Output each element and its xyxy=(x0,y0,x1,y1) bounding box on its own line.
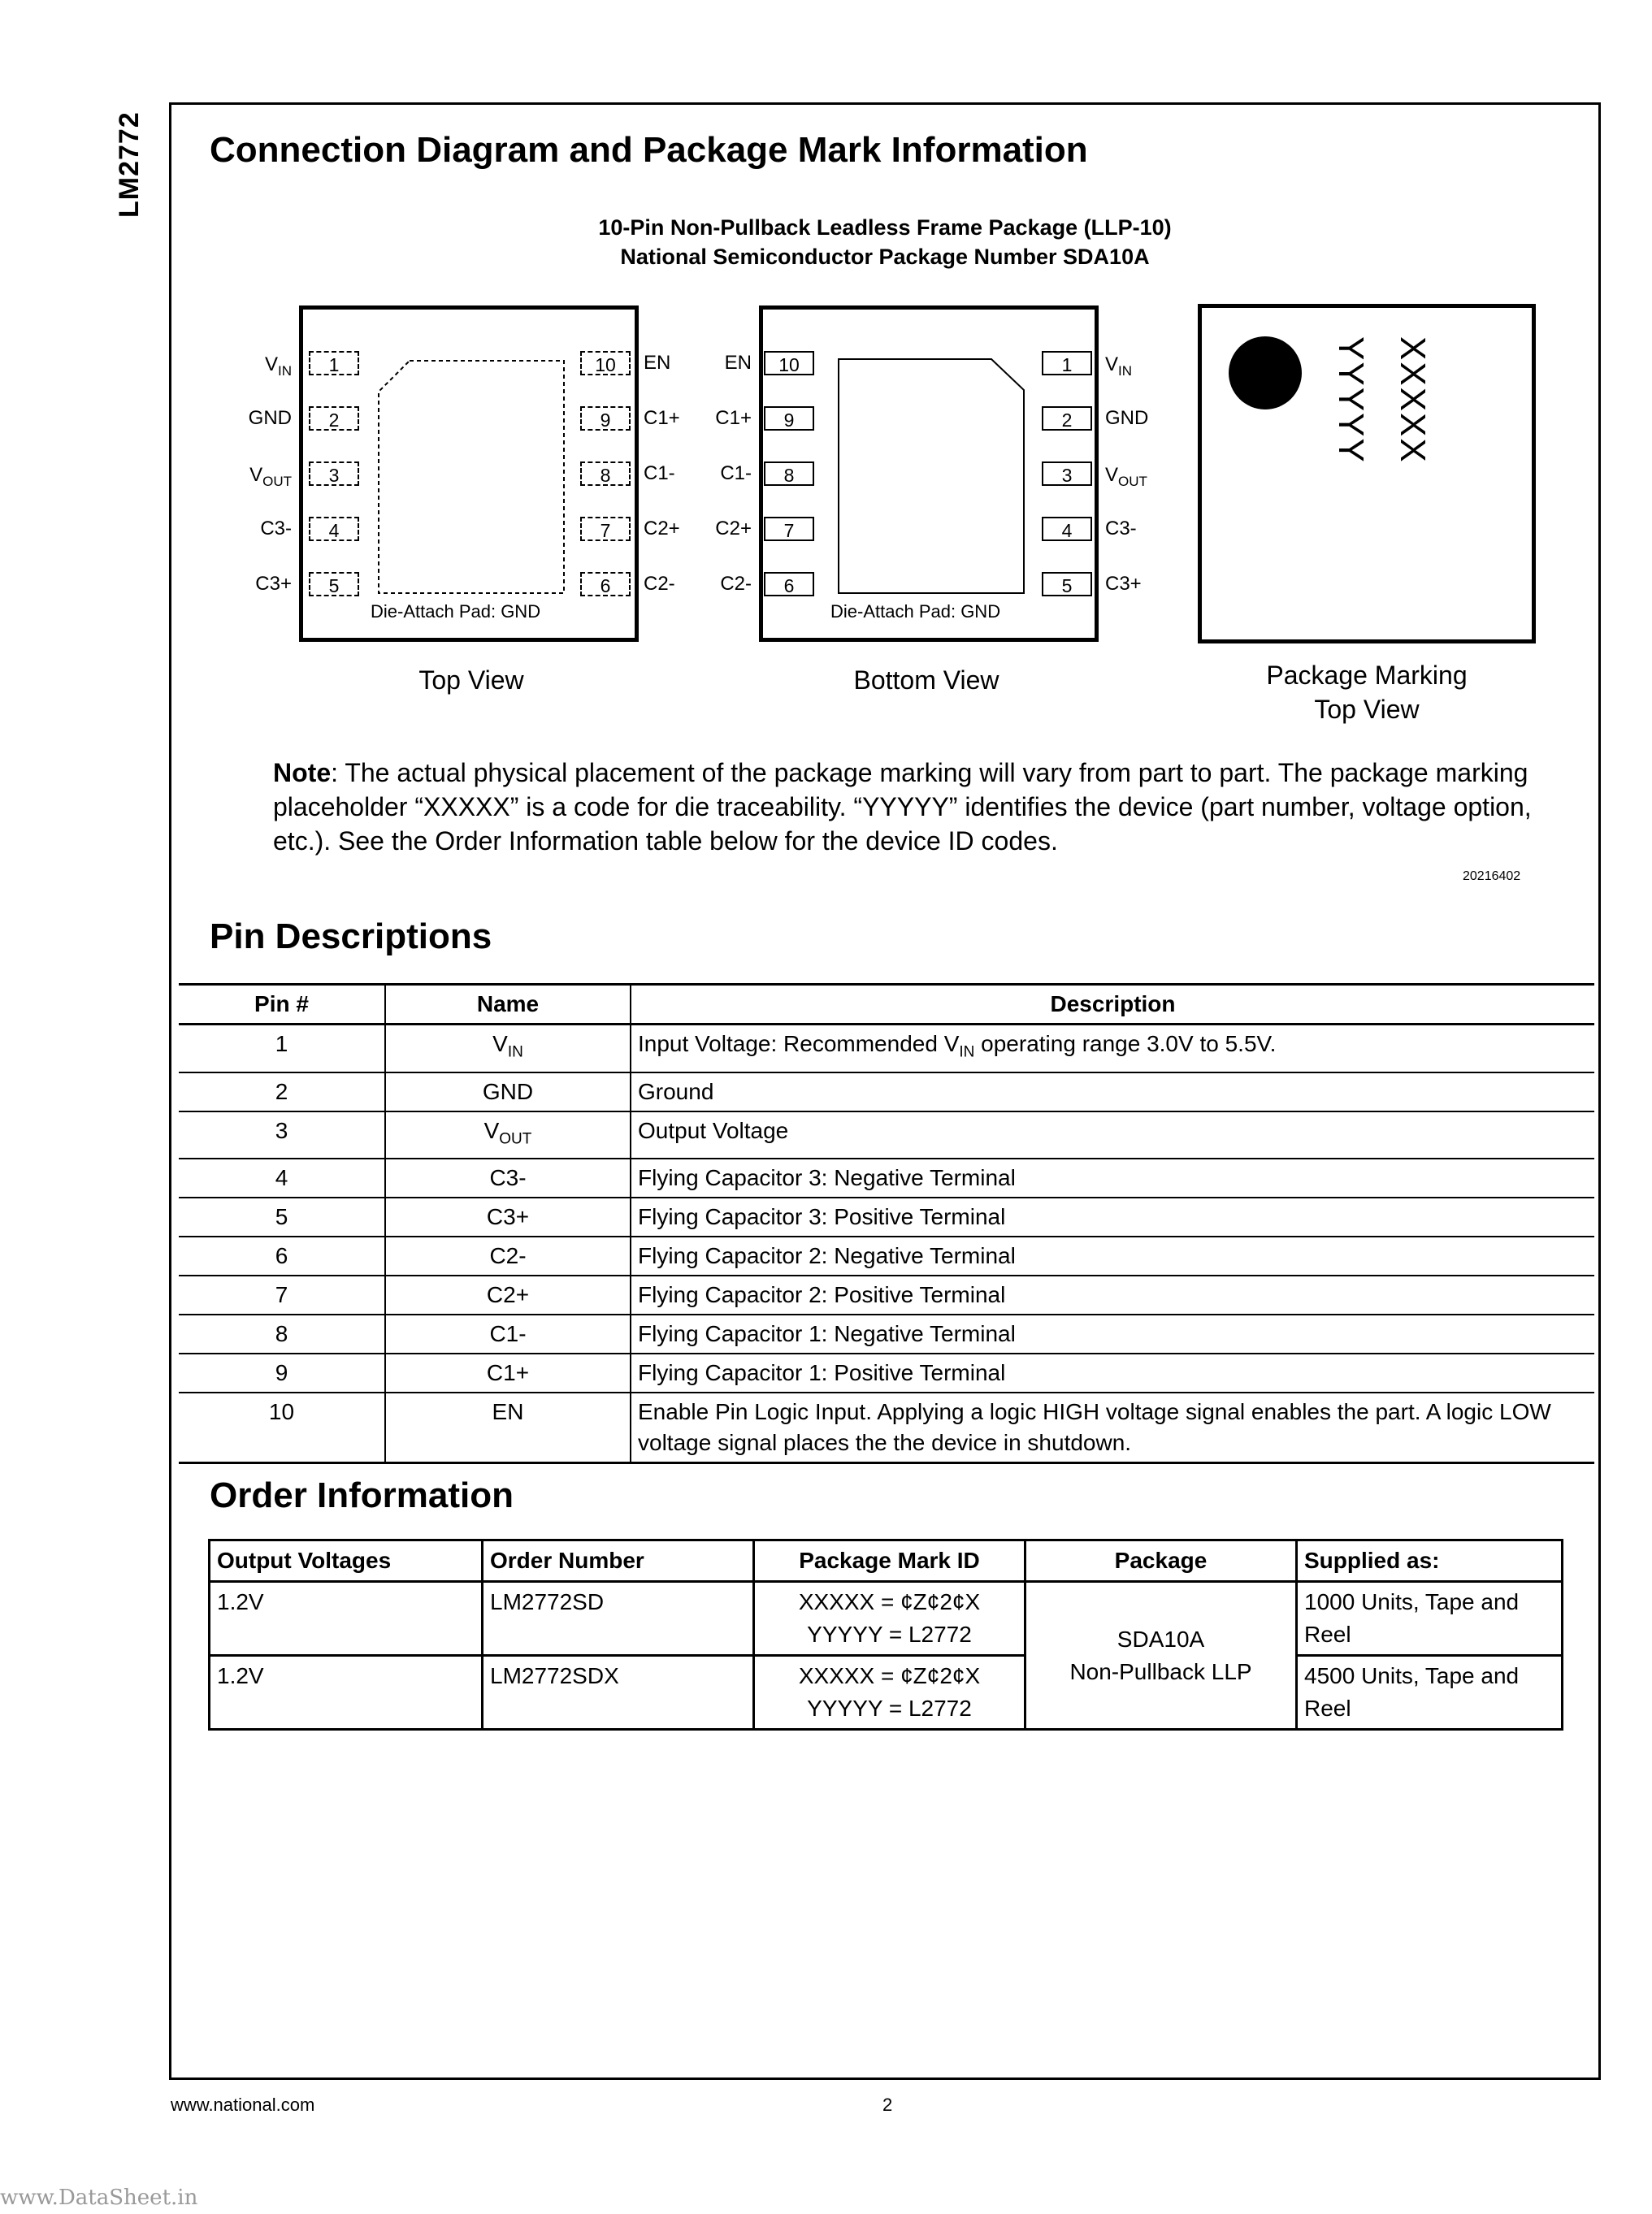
mark-id-y: YYYYY = L2772 xyxy=(807,1622,972,1647)
header-package: Package xyxy=(1025,1540,1297,1582)
header-pin: Pin # xyxy=(179,985,385,1025)
package-caption-line2: National Semiconductor Package Number SDA10A xyxy=(620,245,1150,269)
marking-caption-line1: Package Marking xyxy=(1266,661,1468,690)
pin-cell: 1 xyxy=(179,1025,385,1072)
marking-yyyyy: YYYYY xyxy=(1331,336,1371,464)
bottom-label-vin: $V_{IN}$ xyxy=(1105,353,1133,379)
pin1-indicator-dot xyxy=(1229,336,1302,409)
package-note xyxy=(273,756,1541,858)
pin-cell: 8 xyxy=(179,1315,385,1354)
bottom-pin-9: 9 xyxy=(764,406,814,431)
bottom-pin-4: 4 xyxy=(1042,517,1092,541)
top-pin-6: 6 xyxy=(580,572,631,596)
table-header-row xyxy=(210,1540,1563,1582)
voltage-cell: 1.2V xyxy=(210,1656,483,1730)
top-pin-10: 10 xyxy=(580,351,631,375)
top-label-c2m: C2- xyxy=(644,573,675,595)
marking-text xyxy=(1316,333,1438,504)
top-view-die-attach-label: Die-Attach Pad: GND xyxy=(371,601,541,622)
marking-caption-line2: Top View xyxy=(1314,695,1420,724)
name-cell: C3+ xyxy=(385,1198,631,1237)
part-number-label: LM2772 xyxy=(114,111,145,218)
top-pin-9: 9 xyxy=(580,406,631,431)
header-package-mark-id: Package Mark ID xyxy=(754,1540,1025,1582)
connection-diagram-title: Connection Diagram and Package Mark Information xyxy=(210,130,1088,170)
top-label-vin: $V_{IN}$ xyxy=(264,353,292,379)
name-cell: $V_{IN}$ xyxy=(385,1025,631,1072)
bottom-label-c2p: C2+ xyxy=(715,518,752,539)
header-description: Description xyxy=(631,985,1594,1025)
table-row xyxy=(210,1656,1563,1730)
description-cell: Flying Capacitor 2: Negative Terminal xyxy=(631,1237,1594,1276)
mark-id-cell xyxy=(754,1582,1025,1656)
bottom-pin-10: 10 xyxy=(764,351,814,375)
description-cell: Flying Capacitor 1: Negative Terminal xyxy=(631,1315,1594,1354)
order-number-cell: LM2772SDX xyxy=(483,1656,754,1730)
header-order-number: Order Number xyxy=(483,1540,754,1582)
table-row xyxy=(179,1393,1594,1463)
bottom-pin-7: 7 xyxy=(764,517,814,541)
mark-id-y: YYYYY = L2772 xyxy=(807,1696,972,1721)
supplied-cell: 1000 Units, Tape and Reel xyxy=(1297,1582,1563,1656)
name-cell: C2- xyxy=(385,1237,631,1276)
order-information-table xyxy=(208,1539,1563,1731)
order-information-title: Order Information xyxy=(210,1475,514,1515)
top-pin-8: 8 xyxy=(580,461,631,486)
top-label-c3p: C3+ xyxy=(255,573,292,595)
package-caption xyxy=(169,213,1601,271)
name-cell: $V_{OUT}$ xyxy=(385,1111,631,1159)
table-row xyxy=(179,1198,1594,1237)
top-pin-1: 1 xyxy=(309,351,359,375)
name-cell: C3- xyxy=(385,1159,631,1198)
package-type: Non-Pullback LLP xyxy=(1069,1658,1252,1684)
top-label-c1p: C1+ xyxy=(644,407,680,429)
table-row xyxy=(179,1315,1594,1354)
description-cell: Input Voltage: Recommended $V_{IN}$ operating range 3.0V to 5.5V. xyxy=(631,1025,1594,1072)
description-cell: Ground xyxy=(631,1072,1594,1111)
top-view-caption: Top View xyxy=(418,665,524,695)
name-cell: EN xyxy=(385,1393,631,1463)
header-name: Name xyxy=(385,985,631,1025)
top-label-gnd: GND xyxy=(248,407,292,429)
package-cell xyxy=(1025,1582,1297,1730)
top-label-en: EN xyxy=(644,352,671,374)
pin-cell: 2 xyxy=(179,1072,385,1111)
bottom-label-c2m: C2- xyxy=(720,573,752,595)
description-cell: Flying Capacitor 1: Positive Terminal xyxy=(631,1354,1594,1393)
name-cell: C1- xyxy=(385,1315,631,1354)
package-caption-line1: 10-Pin Non-Pullback Leadless Frame Package (LLP-10) xyxy=(598,215,1172,240)
bottom-label-c3p: C3+ xyxy=(1105,573,1142,595)
table-row xyxy=(179,1025,1594,1072)
supplied-cell: 4500 Units, Tape and Reel xyxy=(1297,1656,1563,1730)
bottom-pin-8: 8 xyxy=(764,461,814,486)
bottom-pin-2: 2 xyxy=(1042,406,1092,431)
pin-descriptions-title: Pin Descriptions xyxy=(210,916,492,956)
bottom-pin-1: 1 xyxy=(1042,351,1092,375)
mark-id-x: XXXXX = ¢Z¢2¢X xyxy=(798,1663,981,1688)
top-pin-4: 4 xyxy=(309,517,359,541)
bottom-label-c1m: C1- xyxy=(720,462,752,484)
top-view-die-attach-pad xyxy=(377,359,566,595)
pin-descriptions-table xyxy=(179,983,1594,1464)
table-header-row xyxy=(179,985,1594,1025)
marking-xxxxx: XXXXX xyxy=(1393,336,1433,464)
bottom-label-gnd: GND xyxy=(1105,407,1149,429)
description-cell: Output Voltage xyxy=(631,1111,1594,1159)
package-name: SDA10A xyxy=(1117,1626,1205,1652)
pin-cell: 3 xyxy=(179,1111,385,1159)
top-pin-2: 2 xyxy=(309,406,359,431)
bottom-pin-3: 3 xyxy=(1042,461,1092,486)
pin-cell: 4 xyxy=(179,1159,385,1198)
table-row xyxy=(179,1111,1594,1159)
marking-caption xyxy=(1198,658,1536,726)
bottom-label-en: EN xyxy=(724,352,752,374)
pin-cell: 5 xyxy=(179,1198,385,1237)
table-row xyxy=(179,1354,1594,1393)
bottom-pin-6: 6 xyxy=(764,572,814,596)
pin-cell: 6 xyxy=(179,1237,385,1276)
footer-url[interactable]: www.national.com xyxy=(171,2095,315,2115)
bottom-view-die-attach-label: Die-Attach Pad: GND xyxy=(830,601,1001,622)
name-cell: GND xyxy=(385,1072,631,1111)
top-pin-3: 3 xyxy=(309,461,359,486)
table-row xyxy=(179,1072,1594,1111)
bottom-view-die-attach-pad xyxy=(837,357,1025,595)
table-row xyxy=(179,1237,1594,1276)
note-label: Note xyxy=(273,758,332,787)
top-label-c2p: C2+ xyxy=(644,518,680,539)
bottom-label-c1p: C1+ xyxy=(715,407,752,429)
top-label-vout: $V_{OUT}$ xyxy=(249,464,292,489)
bottom-label-c3m: C3- xyxy=(1105,518,1137,539)
header-supplied-as: Supplied as: xyxy=(1297,1540,1563,1582)
watermark-text: www.DataSheet.in xyxy=(0,2186,198,2210)
mark-id-cell xyxy=(754,1656,1025,1730)
voltage-cell: 1.2V xyxy=(210,1582,483,1656)
top-label-c1m: C1- xyxy=(644,462,675,484)
description-cell: Flying Capacitor 3: Positive Terminal xyxy=(631,1198,1594,1237)
page-number: 2 xyxy=(882,2095,893,2115)
name-cell: C2+ xyxy=(385,1276,631,1315)
mark-id-x: XXXXX = ¢Z¢2¢X xyxy=(798,1589,981,1614)
pin-cell: 10 xyxy=(179,1393,385,1463)
description-cell: Enable Pin Logic Input. Applying a logic HIGH voltage signal enables the part. A logic LOW voltage signal places the the device in shutdown. xyxy=(631,1393,1594,1463)
table-row xyxy=(179,1276,1594,1315)
description-cell: Flying Capacitor 3: Negative Terminal xyxy=(631,1159,1594,1198)
header-output-voltages: Output Voltages xyxy=(210,1540,483,1582)
table-row xyxy=(210,1582,1563,1656)
top-pin-5: 5 xyxy=(309,572,359,596)
table-row xyxy=(179,1159,1594,1198)
note-text: : The actual physical placement of the package marking will vary from part to part. The package marking placeholder “XXXXX” is a code for die traceability. “YYYYY” identifies the device (part number, voltage option, etc.). See the Order Information table below for the device ID codes. xyxy=(273,758,1532,856)
bottom-view-caption: Bottom View xyxy=(853,665,999,695)
order-number-cell: LM2772SD xyxy=(483,1582,754,1656)
name-cell: C1+ xyxy=(385,1354,631,1393)
pin-cell: 9 xyxy=(179,1354,385,1393)
pin-cell: 7 xyxy=(179,1276,385,1315)
bottom-pin-5: 5 xyxy=(1042,572,1092,596)
description-cell: Flying Capacitor 2: Positive Terminal xyxy=(631,1276,1594,1315)
top-pin-7: 7 xyxy=(580,517,631,541)
top-label-c3m: C3- xyxy=(260,518,292,539)
figure-number: 20216402 xyxy=(1463,869,1521,883)
bottom-label-vout: $V_{OUT}$ xyxy=(1105,464,1147,489)
